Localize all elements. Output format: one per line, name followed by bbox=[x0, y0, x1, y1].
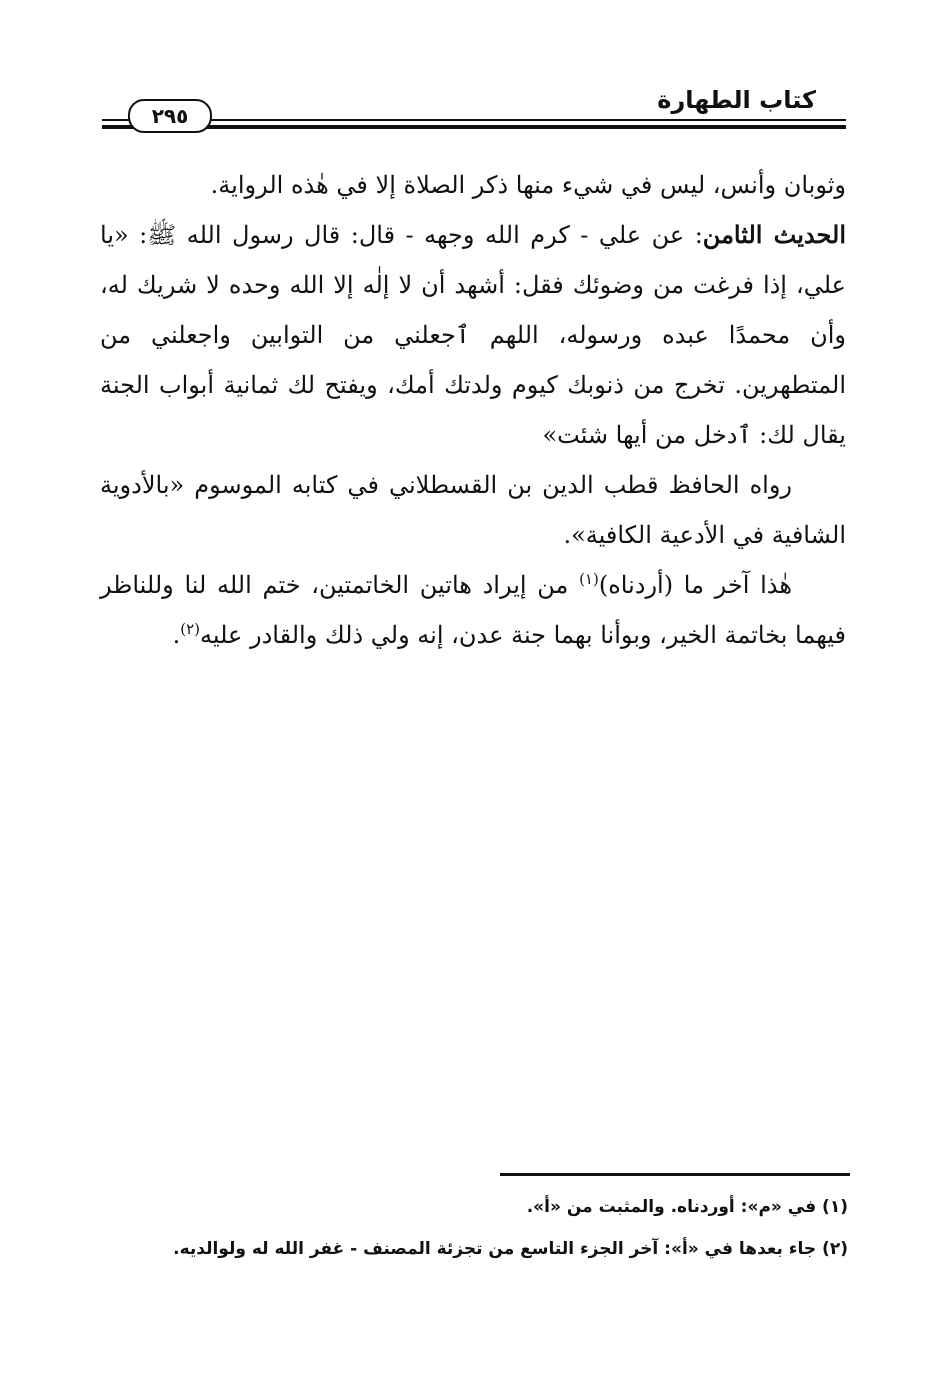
body-text bbox=[100, 160, 846, 660]
paragraph-2-text: : عن علي - كرم الله وجهه - قال: قال رسول الله ﷺ: «يا علي، إذا فرغت من وضوئك فقل: أشهد أن لا إلٰه إلا الله وحده لا شريك له، وأن محمدًا عبده ورسوله، اللهم ٱجعلني من التوابين واجعلني من المتطهرين. تخرج من ذنوبك كيوم ولدتك أمك، ويفتح لك ثمانية أبواب الجنة يقال لك: ٱدخل من أيها شئت» bbox=[100, 221, 846, 449]
footnote-1: (١) في «م»: أوردناه. والمثبت من «أ». bbox=[526, 1197, 848, 1217]
paragraph-3: رواه الحافظ قطب الدين بن القسطلاني في كتابه الموسوم «بالأدوية الشافية في الأدعية الكافية». bbox=[100, 471, 846, 549]
paragraph-4-end: . bbox=[172, 621, 181, 649]
paragraph-4-part-a: هٰذا آخر ما (أردناه) bbox=[598, 571, 792, 599]
footnote-separator bbox=[500, 1173, 850, 1176]
header-rule-thin bbox=[102, 119, 846, 121]
footnote-ref-2: (٢) bbox=[180, 620, 200, 638]
footnote-2: (٢) جاء بعدها في «أ»: آخر الجزء التاسع من تجزئة المصنف - غفر الله له ولوالديه. bbox=[173, 1239, 848, 1259]
paragraph-4 bbox=[100, 560, 846, 660]
paragraph-1: وثوبان وأنس، ليس في شيء منها ذكر الصلاة إلا في هٰذه الرواية. bbox=[210, 171, 846, 199]
header-rule-thick bbox=[102, 125, 846, 129]
hadith-heading: الحديث الثامن bbox=[702, 220, 846, 249]
page-number: ٢٩٥ bbox=[128, 99, 212, 133]
running-header-title: كتاب الطهارة bbox=[657, 86, 816, 114]
footnote-ref-1: (١) bbox=[579, 570, 599, 588]
footnotes bbox=[100, 1186, 848, 1270]
paragraph-4-part-b: من إيراد هاتين الخاتمتين، ختم الله لنا وللناظر فيهما بخاتمة الخير، وبوأنا بهما جنة عدن، إنه ولي ذلك والقادر عليه bbox=[100, 571, 846, 649]
paragraph-2 bbox=[100, 210, 846, 460]
